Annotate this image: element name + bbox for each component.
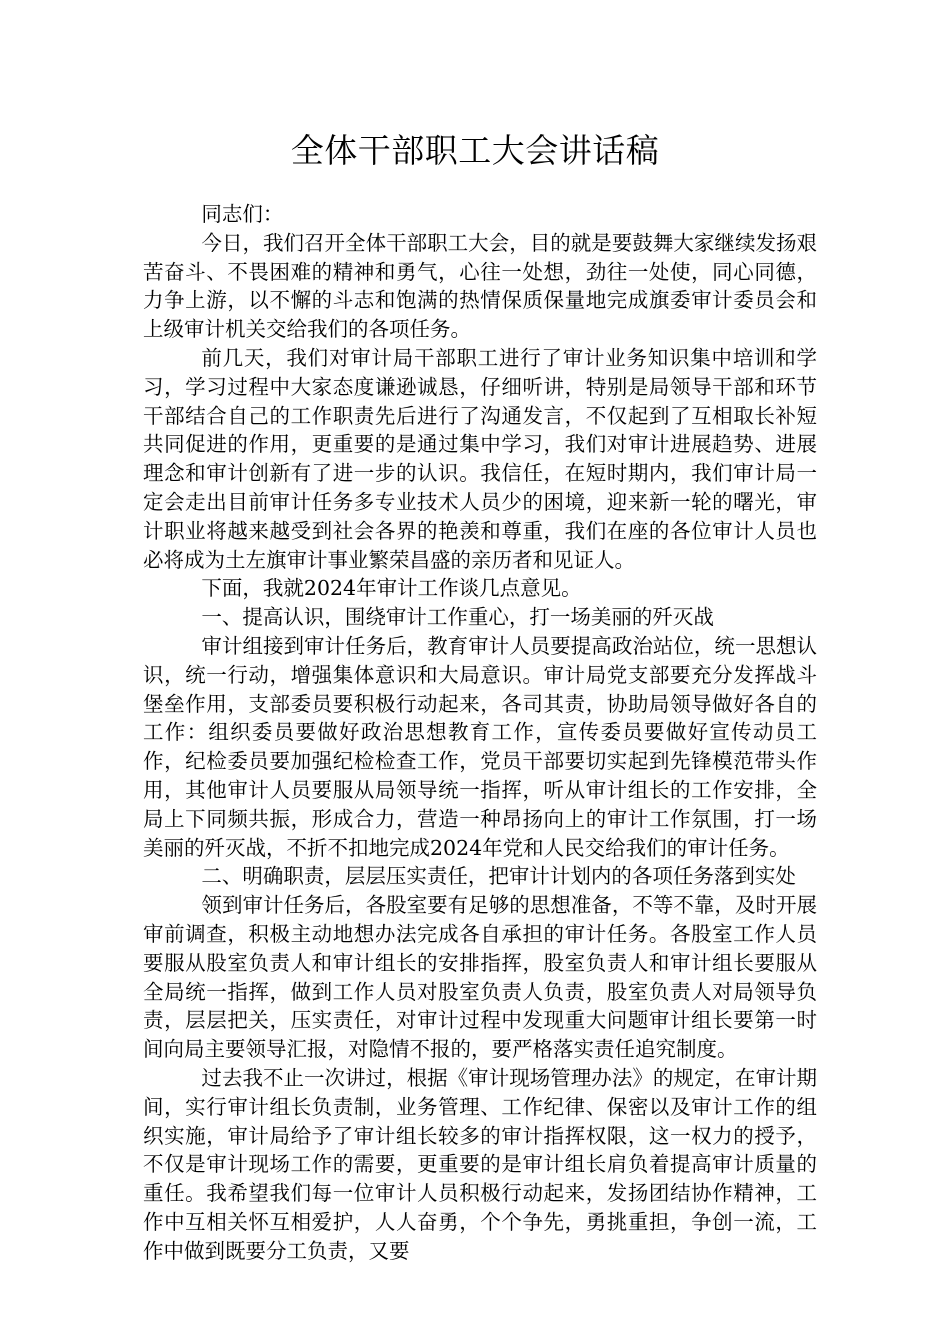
paragraph-salutation: 同志们： (201, 202, 284, 226)
paragraph-section-2-cont: 过去我不止一次讲过，根据《审计现场管理办法》的规定，在审计期间，实行审计组长负责制，业务管理、工作纪律、保密以及审计工作的组织实施，审计局给予了审计组长较多的审计指挥权限，这一权力的授予，不仅是审计现场工作的需要，更重要的是审计组长肩负着提高审计质量的重任。我希望我们每一位审计人员积极行动起来，发扬团结协作精神，工作中互相关怀互相爱护，人人奋勇，个个争先，勇挑重担，争创一流，工作中做到既要分工负责，又要 (143, 1065, 817, 1263)
document-body (143, 200, 817, 1265)
paragraph-section-2: 领到审计任务后，各股室要有足够的思想准备，不等不靠，及时开展审前调查，积极主动地想办法完成各自承担的审计任务。各股室工作人员要服从股室负责人和审计组长的安排指挥，股室负责人和审计组长要服从全局统一指挥，做到工作人员对股室负责人负责，股室负责人对局领导负责，层层把关，压实责任，对审计过程中发现重大问题审计组长要第一时间向局主要领导汇报，对隐情不报的，要严格落实责任追究制度。 (143, 893, 817, 1062)
document-title: 全体干部职工大会讲话稿 (290, 131, 660, 170)
paragraph-intro: 今日，我们召开全体干部职工大会，目的就是要鼓舞大家继续发扬艰苦奋斗、不畏困难的精神和勇气，心往一处想，劲往一处使，同心同德，力争上游，以不懈的斗志和饱满的热情保质保量地完成旗委审计委员会和上级审计机关交给我们的各项任务。 (143, 230, 817, 342)
paragraph-transition: 下面，我就2024年审计工作谈几点意见。 (201, 576, 582, 601)
paragraph-section-1: 审计组接到审计任务后，教育审计人员要提高政治站位，统一思想认识，统一行动，增强集体意识和大局意识。审计局党支部要充分发挥战斗堡垒作用，支部委员要积极行动起来，各司其责，协助局领导做好各自的工作：组织委员要做好政治思想教育工作，宣传委员要做好宣传动员工作，纪检委员要加强纪检检查工作，党员干部要切实起到先锋模范带头作用，其他审计人员要服从局领导统一指挥，听从审计组长的工作安排，全局上下同频共振，形成合力，营造一种昂扬向上的审计工作氛围，打一场美丽的歼灭战，不折不扣地完成2024年党和人民交给我们的审计任务。 (143, 633, 817, 860)
section-heading-2: 二、明确职责，层层压实责任，把审计计划内的各项任务落到实处 (201, 864, 796, 889)
paragraph-training: 前几天，我们对审计局干部职工进行了审计业务知识集中培训和学习，学习过程中大家态度谦逊诚恳，仔细听讲，特别是局领导干部和环节干部结合自己的工作职责先后进行了沟通发言，不仅起到了互相取长补短共同促进的作用，更重要的是通过集中学习，我们对审计进展趋势、进展理念和审计创新有了进一步的认识。我信任，在短时期内，我们审计局一定会走出目前审计任务多专业技术人员少的困境，迎来新一轮的曙光，审计职业将越来越受到社会各界的艳羡和尊重，我们在座的各位审计人员也必将成为土左旗审计事业繁荣昌盛的亲历者和见证人。 (143, 345, 817, 572)
section-heading-1: 一、提高认识，围绕审计工作重心，打一场美丽的歼灭战 (201, 605, 714, 630)
